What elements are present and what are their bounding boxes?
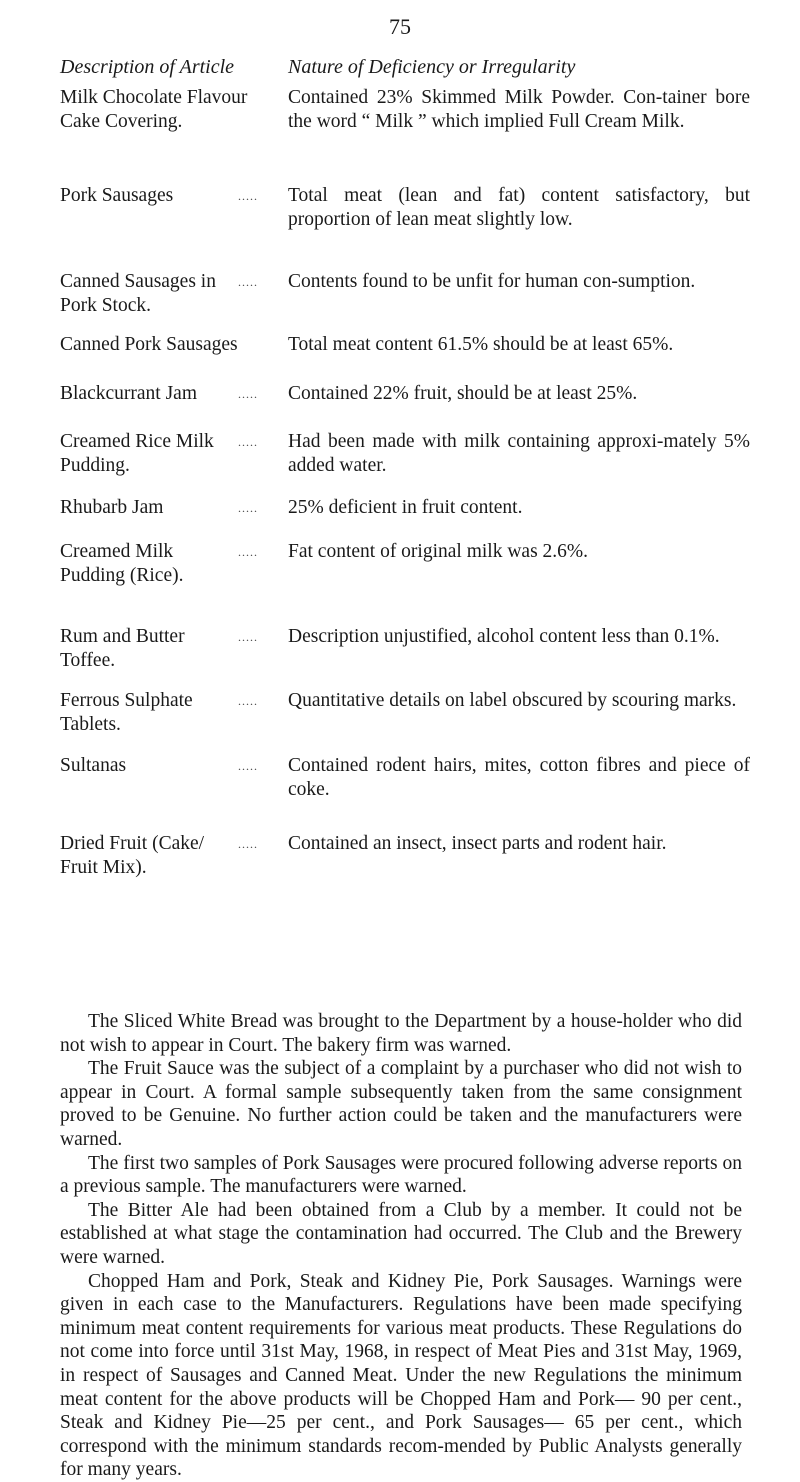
- deficiency-text: Contents found to be unfit for human con-sumption.: [288, 271, 696, 292]
- header-description: Description of Article: [60, 56, 235, 78]
- article-description: Canned Sausages in Pork Stock. .....: [60, 271, 258, 316]
- paragraph: Chopped Ham and Pork, Steak and Kidney Pie, Pork Sausages. Warnings were given in each case to the Manufacturers. Regulations have been made specifying minimum meat content requirements for various meat products. These Regulations do not come into force until 31st May, 1968, in respect of Meat Pies and 31st May, 1969, in respect of Sausages and Canned Meat. Under the new Regulations the minimum meat content for the above products will be Chopped Ham and Pork— 90 per cent., Steak and Kidney Pie—25 per cent., and Pork Sausages— 65 per cent., which correspond with the minimum standards recom-mended by Public Analysts generally for many years.: [60, 1270, 742, 1481]
- page-number: 75: [389, 14, 411, 39]
- deficiency-text: Fat content of original milk was 2.6%.: [288, 541, 589, 562]
- table-row: [60, 689, 750, 754]
- deficiency-text: Contained rodent hairs, mites, cotton fibres and piece of coke.: [288, 755, 750, 800]
- article-description: Creamed Milk Pudding (Rice). .....: [60, 541, 258, 586]
- deficiency-text: Contained 22% fruit, should be at least 25%.: [288, 383, 638, 404]
- leader-dots: .....: [238, 387, 258, 401]
- paragraph: The Sliced White Bread was brought to the Department by a house-holder who did not wish to appear in Court. The bakery firm was warned.: [60, 1011, 742, 1056]
- table-row: [60, 184, 750, 270]
- table-row: [60, 333, 750, 382]
- deficiency-text: Had been made with milk containing approxi-mately 5% added water.: [288, 431, 750, 476]
- deficiency-table: [60, 86, 750, 884]
- table-row: [60, 270, 750, 333]
- leader-dots: .....: [238, 630, 258, 644]
- paragraph: The Fruit Sauce was the subject of a complaint by a purchaser who did not wish to appear in Court. A formal sample subsequently taken from the same consignment proved to be Genuine. No further action could be taken and the manufacturers were warned.: [60, 1058, 742, 1150]
- leader-dots: .....: [238, 275, 258, 289]
- deficiency-text: Quantitative details on label obscured by scouring marks.: [288, 690, 737, 711]
- article-description: Rum and Butter Toffee. .....: [60, 626, 258, 671]
- deficiency-text: Total meat (lean and fat) content satisfactory, but proportion of lean meat slightly low.: [288, 185, 750, 230]
- deficiency-text: Contained an insect, insect parts and rodent hair.: [288, 833, 667, 854]
- deficiency-text: 25% deficient in fruit content.: [288, 497, 523, 518]
- article-description: Pork Sausages .....: [60, 185, 258, 206]
- paragraph: The Bitter Ale had been obtained from a Club by a member. It could not be established at what stage the contamination had occurred. The Club and the Brewery were warned.: [60, 1199, 742, 1268]
- leader-dots: .....: [238, 759, 258, 773]
- leader-dots: .....: [238, 545, 258, 559]
- article-description: Blackcurrant Jam .....: [60, 383, 258, 404]
- table-row: [60, 754, 750, 832]
- article-description: Canned Pork Sausages: [60, 334, 238, 355]
- table-row: [60, 496, 750, 540]
- article-description: Rhubarb Jam .....: [60, 497, 258, 518]
- paragraph: The first two samples of Pork Sausages were procured following adverse reports on a previous sample. The manufacturers were warned.: [60, 1152, 742, 1198]
- leader-dots: .....: [238, 435, 258, 449]
- leader-dots: .....: [238, 501, 258, 515]
- article-description: Creamed Rice Milk Pudding. .....: [60, 431, 258, 476]
- table-row: [60, 430, 750, 496]
- article-description: Sultanas .....: [60, 755, 258, 776]
- table-row: [60, 382, 750, 430]
- leader-dots: .....: [238, 837, 258, 851]
- table-row: [60, 540, 750, 625]
- table-row: [60, 86, 750, 184]
- leader-dots: .....: [238, 694, 258, 708]
- deficiency-text: Description unjustified, alcohol content less than 0.1%.: [288, 626, 720, 647]
- body-paragraphs: [60, 1010, 742, 1482]
- article-description: Ferrous Sulphate Tablets. .....: [60, 690, 258, 735]
- table-row: [60, 832, 750, 884]
- deficiency-text: Total meat content 61.5% should be at least 65%.: [288, 334, 674, 355]
- article-description: Milk Chocolate Flavour Cake Covering.: [60, 87, 248, 132]
- deficiency-text: Contained 23% Skimmed Milk Powder. Con-tainer bore the word “ Milk ” which implied Full Cream Milk.: [288, 87, 750, 132]
- leader-dots: .....: [238, 189, 258, 203]
- header-nature: Nature of Deficiency or Irregularity: [288, 56, 576, 78]
- table-row: [60, 625, 750, 689]
- article-description: Dried Fruit (Cake/ Fruit Mix). .....: [60, 833, 258, 878]
